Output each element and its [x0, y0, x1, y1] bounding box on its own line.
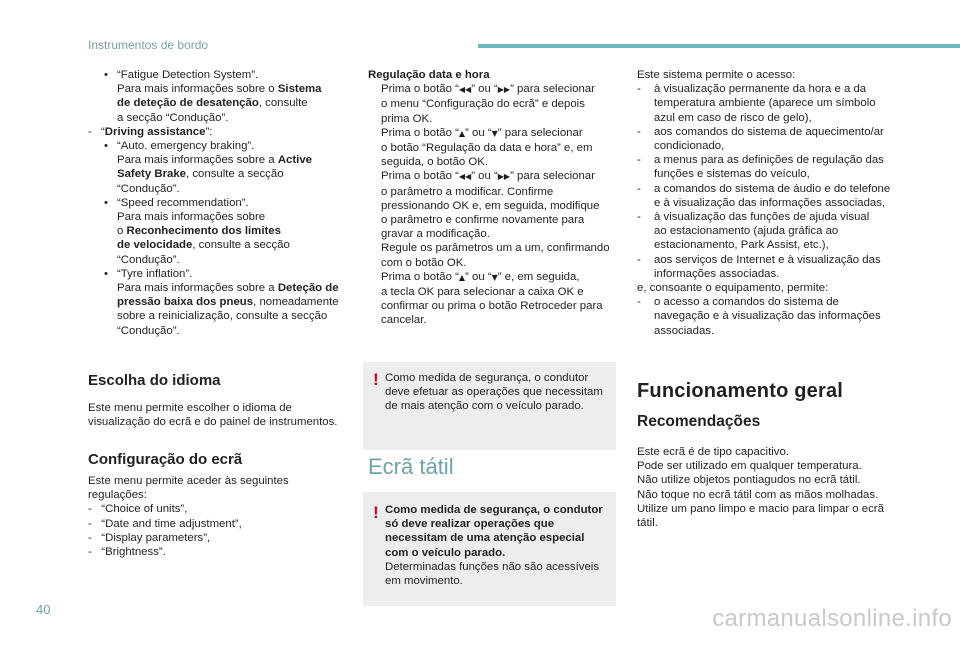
list-item: - aos comandos do sistema de aquecimento/ar condicionado,	[637, 125, 884, 153]
warning-icon: !	[373, 503, 379, 522]
heading-general-operation: Funcionamento geral	[637, 380, 844, 402]
list-item: • “Speed recommendation”. Para mais informações sobre o Reconhecimento dos limites de velocidade, consulte a secção “Condução”.	[104, 196, 290, 266]
list-item: - “Brightness”.	[88, 546, 166, 559]
heading-screen-config: Configuração do ecrã	[88, 451, 243, 468]
step: Prima o botão “◀◀” ou “▶▶” para selecionar o parâmetro a modificar. Confirme pressionando OK e, em seguida, modifique o parâmetro e confirme novamente para gravar a modificação.	[381, 170, 600, 241]
column-2	[368, 68, 618, 328]
step: Regule os parâmetros um a um, confirmando com o botão OK.	[381, 242, 610, 269]
reg-title: Regulação data e hora	[368, 69, 490, 81]
list-item: - “Display parameters”,	[88, 531, 211, 544]
list-item: • “Tyre inflation”. Para mais informações sobre a Deteção de pressão baixa dos pneus, nomeadamente sobre a reinicialização, consulte a secção “Condução”.	[104, 267, 339, 337]
column-3: Este sistema permite o acesso: - à visualização permanente da hora e a da temperatura ambiente (aparece um símbolo azul em caso de risco de gelo), - aos comandos do sistema de aquecimento/ar condicionado, - a menus para as definições de regulação das funções e sistemas do veículo, - a comandos do sistema de áudio e do telefone e à visualização das informações associadas, - à visualização das funções de ajuda visual ao estacionamento (ajuda gráfica ao estacionamento, Park Assist, etc.), - aos serviços de Internet e à visualização das informações associadas. e, consoante o equipamento, permite: - o acesso a comandos do sistema de navegação e à visualização das informações associadas.	[637, 68, 903, 338]
section-title: Instrumentos de bordo	[88, 38, 209, 52]
list-item: • “Fatigue Detection System”. Para mais informações sobre o Sistema de deteção de desatenção, consulte a secção “Condução”.	[104, 69, 322, 124]
warning-box: ! Como medida de segurança, o condutor só deve realizar operações que necessitam de uma atenção especial com o veículo parado. Determinadas funções não são acessíveis em movimento.	[363, 492, 616, 606]
config-text: Este menu permite aceder às seguintes regulações: - “Choice of units”, - “Date and time adjustment”, - “Display parameters”, - “Brightness”.	[88, 474, 350, 559]
column-1	[88, 68, 350, 338]
step: Prima o botão “▲” ou “▼” para selecionar o botão “Regulação da data e hora” e, em seguida, o botão OK.	[381, 126, 593, 169]
right-arrow-icon: ▶▶	[497, 172, 511, 182]
list-item: - à visualização permanente da hora e a da temperatura ambiente (aparece um símbolo azul em caso de risco de gelo),	[637, 83, 876, 124]
list-item: - à visualização das funções de ajuda visual ao estacionamento (ajuda gráfica ao estacionamento, Park Assist, etc.),	[637, 211, 870, 252]
bullet-icon: •	[104, 196, 108, 209]
up-arrow-icon: ▲	[458, 128, 466, 138]
bullet-icon: •	[104, 69, 108, 81]
header-bar	[478, 44, 960, 48]
heading-recommendations: Recomendações	[637, 413, 761, 430]
list-item: - aos serviços de Internet e à visualização das informações associadas.	[637, 253, 881, 280]
list-item: - a menus para as definições de regulação das funções e sistemas do veículo,	[637, 154, 884, 181]
ecra-tatil-title: Ecrã tátil	[368, 454, 454, 479]
list-item: - “Date and time adjustment”,	[88, 517, 242, 530]
watermark: carmanualsonline.info	[712, 605, 952, 632]
down-arrow-icon: ▼	[491, 128, 498, 138]
page-number: 40	[36, 602, 51, 617]
list-item: • “Auto. emergency braking”. Para mais informações sobre a Active Safety Brake, consulte a secção “Condução”.	[104, 140, 313, 195]
warning-icon: !	[373, 370, 379, 389]
step: Prima o botão “▲” ou “▼” e, em seguida, a tecla OK para selecionar a caixa OK e confirmar ou prima o botão Retroceder para cancelar.	[381, 270, 603, 327]
warning-box: ! Como medida de segurança, o condutor deve efetuar as operações que necessitam de mais atenção com o veículo parado.	[363, 362, 616, 450]
recommendations-text: Este ecrã é de tipo capacitivo. Pode ser utilizado em qualquer temperatura. Não utilize objetos pontiagudos no ecrã tátil. Não toque no ecrã tátil com as mãos molhadas. Utilize um pano limpo e macio para limpar o ecrã tátil.	[637, 446, 884, 530]
right-arrow-icon: ▶▶	[497, 85, 511, 95]
list-item: - a comandos do sistema de áudio e do telefone e à visualização das informações associadas,	[637, 182, 891, 209]
list-item: - o acesso a comandos do sistema de navegação e à visualização das informações associadas.	[637, 296, 881, 337]
list-item: - “Choice of units”,	[88, 503, 188, 516]
up-arrow-icon: ▲	[458, 272, 466, 282]
dash-icon: -	[88, 125, 92, 138]
bullet-icon: •	[104, 267, 108, 280]
list-item: - “Driving assistance”:	[88, 125, 213, 138]
step: Prima o botão “◀◀” ou “▶▶” para selecionar o menu “Configuração do ecrã” e depois prima OK.	[381, 83, 595, 125]
left-arrow-icon: ◀◀	[458, 172, 472, 182]
down-arrow-icon: ▼	[491, 272, 498, 282]
language-text: Este menu permite escolher o idioma de visualização do ecrã e do painel de instrumentos.	[88, 402, 338, 429]
bullet-icon: •	[104, 140, 108, 153]
left-arrow-icon: ◀◀	[458, 85, 472, 95]
heading-language: Escolha do idioma	[88, 372, 221, 389]
